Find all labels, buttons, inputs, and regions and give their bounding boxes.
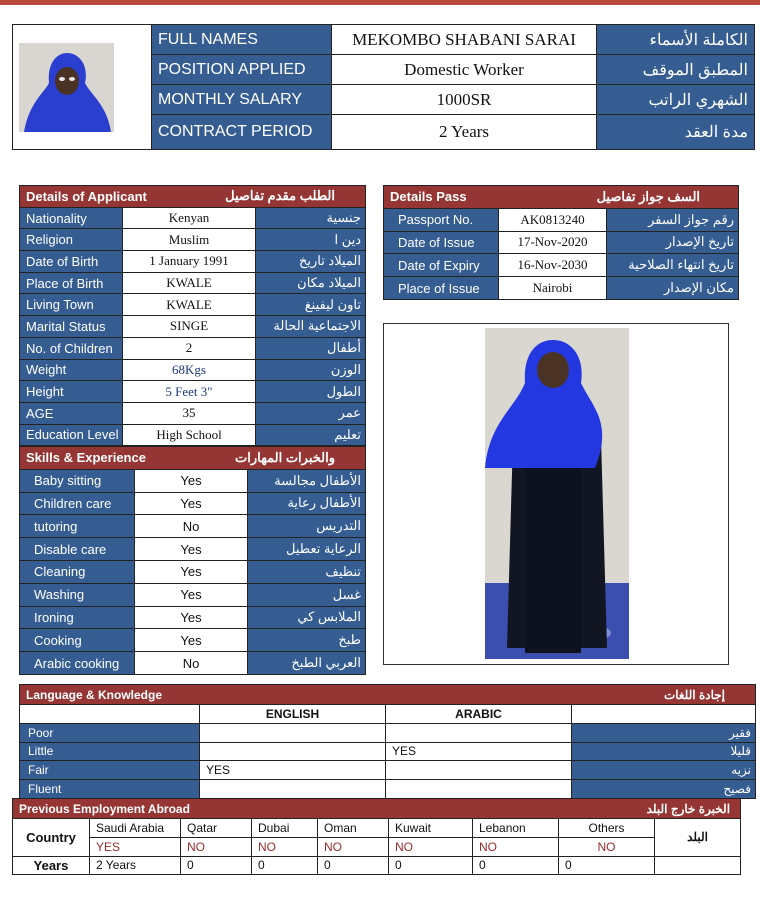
level-arabic: فصيح xyxy=(572,780,756,799)
skill-arabic: تنظيف xyxy=(248,560,366,583)
field-value: 17-Nov-2020 xyxy=(499,231,607,254)
country-name: Saudi Arabia xyxy=(90,819,181,838)
skills-table xyxy=(19,446,366,675)
field-arabic: دين ا xyxy=(256,229,366,251)
worked-flag: NO xyxy=(473,837,559,856)
worked-flag: NO xyxy=(559,837,655,856)
field-arabic: الاجتماعية الحالة xyxy=(256,316,366,338)
field-value: High School xyxy=(123,424,256,446)
skill-arabic: العربي الطبخ xyxy=(248,652,366,675)
field-arabic: عمر xyxy=(256,402,366,424)
header-arabic: الكاملة الأسماء xyxy=(597,25,755,55)
english-level xyxy=(200,742,386,761)
field-label: Date of Expiry xyxy=(384,254,499,277)
section-title: Skills & Experience xyxy=(26,450,146,466)
field-label: No. of Children xyxy=(20,337,123,359)
field-label: AGE xyxy=(20,402,123,424)
field-arabic: مكان الإصدار xyxy=(607,277,739,300)
years-label: Years xyxy=(13,856,90,875)
arabic-level: YES xyxy=(386,742,572,761)
skill-arabic: طبخ xyxy=(248,629,366,652)
header-label: MONTHLY SALARY xyxy=(152,85,332,115)
skill-arabic: الرعاية تعطيل xyxy=(248,538,366,561)
english-level: YES xyxy=(200,761,386,780)
header-label: FULL NAMES xyxy=(152,25,332,55)
country-arabic-label: البلد xyxy=(655,819,741,857)
field-value: 68Kgs xyxy=(123,359,256,381)
worked-flag: NO xyxy=(389,837,473,856)
years-value: 0 xyxy=(318,856,389,875)
years-value: 0 xyxy=(559,856,655,875)
field-label: Education Level xyxy=(20,424,123,446)
field-label: Living Town xyxy=(20,294,123,316)
skill-arabic: التدريس xyxy=(248,515,366,538)
section-title-arabic: السف جواز تفاصيل xyxy=(596,189,701,204)
arabic-level xyxy=(386,780,572,799)
level-label: Fluent xyxy=(20,780,200,799)
skill-value: Yes xyxy=(135,583,248,606)
worked-flag: NO xyxy=(252,837,318,856)
header-table xyxy=(12,24,755,150)
field-arabic: تاون ليفينغ xyxy=(256,294,366,316)
field-label: Passport No. xyxy=(384,208,499,231)
level-arabic: فقير xyxy=(572,723,756,742)
field-label: Date of Birth xyxy=(20,251,123,273)
skill-value: No xyxy=(135,515,248,538)
skill-value: No xyxy=(135,652,248,675)
field-value: 5 Feet 3" xyxy=(123,381,256,403)
field-value: KWALE xyxy=(123,272,256,294)
years-value: 0 xyxy=(473,856,559,875)
arabic-level xyxy=(386,761,572,780)
column-english: ENGLISH xyxy=(200,705,386,724)
skill-value: Yes xyxy=(135,538,248,561)
header-arabic: مدة العقد xyxy=(597,115,755,150)
language-table xyxy=(19,684,756,799)
skill-label: Children care xyxy=(20,492,135,515)
years-value: 0 xyxy=(389,856,473,875)
field-value: SINGE xyxy=(123,316,256,338)
empty-cell xyxy=(20,705,200,724)
skill-value: Yes xyxy=(135,606,248,629)
field-arabic: تعليم xyxy=(256,424,366,446)
field-value: AK0813240 xyxy=(499,208,607,231)
section-header-skills xyxy=(20,447,366,470)
skill-arabic: غسل xyxy=(248,583,366,606)
section-title: Language & Knowledge xyxy=(26,687,163,702)
employment-table xyxy=(12,798,741,875)
applicant-details-table xyxy=(19,185,366,446)
arabic-level xyxy=(386,723,572,742)
country-name: Others xyxy=(559,819,655,838)
field-value: Nairobi xyxy=(499,277,607,300)
field-arabic: رقم جواز السفر xyxy=(607,208,739,231)
skill-value: Yes xyxy=(135,492,248,515)
skill-label: tutoring xyxy=(20,515,135,538)
skill-value: Yes xyxy=(135,629,248,652)
section-title-arabic: إجادة اللغات xyxy=(663,688,726,702)
field-label: Nationality xyxy=(20,207,123,229)
level-label: Poor xyxy=(20,723,200,742)
country-name: Oman xyxy=(318,819,389,838)
section-title: Details Pass xyxy=(390,189,467,205)
country-name: Lebanon xyxy=(473,819,559,838)
field-arabic: الميلاد مكان xyxy=(256,272,366,294)
field-label: Religion xyxy=(20,229,123,251)
level-label: Fair xyxy=(20,761,200,780)
field-arabic: تاريخ الإصدار xyxy=(607,231,739,254)
years-value: 2 Years xyxy=(90,856,181,875)
skill-arabic: الأطفال مجالسة xyxy=(248,469,366,492)
section-header-language xyxy=(20,685,756,705)
worked-flag: YES xyxy=(90,837,181,856)
level-label: Little xyxy=(20,742,200,761)
section-header-applicant xyxy=(20,186,366,208)
years-value: 0 xyxy=(252,856,318,875)
level-arabic: نزيه xyxy=(572,761,756,780)
skill-arabic: الأطفال رعاية xyxy=(248,492,366,515)
empty-cell xyxy=(655,856,741,875)
english-level xyxy=(200,723,386,742)
section-header-pass xyxy=(384,186,739,209)
section-title-arabic: الخبرة خارج البلد xyxy=(646,802,731,816)
country-name: Kuwait xyxy=(389,819,473,838)
field-label: Date of Issue xyxy=(384,231,499,254)
top-accent-line xyxy=(0,0,760,5)
header-arabic: المطبق الموقف xyxy=(597,55,755,85)
field-value: 16-Nov-2030 xyxy=(499,254,607,277)
field-arabic: تاريخ انتهاء الصلاحية xyxy=(607,254,739,277)
field-value: 1 January 1991 xyxy=(123,251,256,273)
header-value: MEKOMBO SHABANI SARAI xyxy=(332,25,597,55)
field-arabic: الطول xyxy=(256,381,366,403)
field-arabic: الميلاد تاريخ xyxy=(256,251,366,273)
header-arabic: الشهري الراتب xyxy=(597,85,755,115)
worked-flag: NO xyxy=(181,837,252,856)
skill-label: Cleaning xyxy=(20,560,135,583)
passport-details-table xyxy=(383,185,739,300)
field-label: Weight xyxy=(20,359,123,381)
skill-value: Yes xyxy=(135,560,248,583)
header-label: CONTRACT PERIOD xyxy=(152,115,332,150)
worked-flag: NO xyxy=(318,837,389,856)
header-label: POSITION APPLIED xyxy=(152,55,332,85)
section-title: Previous Employment Abroad xyxy=(19,801,190,816)
section-title-arabic: الطلب مقدم تفاصيل xyxy=(225,188,335,203)
skill-arabic: الملابس كي xyxy=(248,606,366,629)
column-arabic: ARABIC xyxy=(386,705,572,724)
field-label: Place of Birth xyxy=(20,272,123,294)
section-title: Details of Applicant xyxy=(26,188,147,204)
field-label: Height xyxy=(20,381,123,403)
skill-label: Ironing xyxy=(20,606,135,629)
skill-label: Washing xyxy=(20,583,135,606)
field-arabic: أطفال xyxy=(256,337,366,359)
applicant-headshot-photo xyxy=(19,43,114,132)
skill-label: Baby sitting xyxy=(20,469,135,492)
section-title-arabic: والخبرات المهارات xyxy=(235,450,336,465)
level-arabic: قليلا xyxy=(572,742,756,761)
country-name: Qatar xyxy=(181,819,252,838)
header-value: 1000SR xyxy=(332,85,597,115)
field-value: 35 xyxy=(123,402,256,424)
skill-label: Cooking xyxy=(20,629,135,652)
header-value: Domestic Worker xyxy=(332,55,597,85)
english-level xyxy=(200,780,386,799)
field-arabic: جنسية xyxy=(256,207,366,229)
skill-label: Arabic cooking xyxy=(20,652,135,675)
country-name: Dubai xyxy=(252,819,318,838)
field-value: KWALE xyxy=(123,294,256,316)
field-label: Place of Issue xyxy=(384,277,499,300)
field-value: 2 xyxy=(123,337,256,359)
header-value: 2 Years xyxy=(332,115,597,150)
applicant-full-photo xyxy=(485,328,629,659)
skill-label: Disable care xyxy=(20,538,135,561)
years-value: 0 xyxy=(181,856,252,875)
field-value: Muslim xyxy=(123,229,256,251)
skill-value: Yes xyxy=(135,469,248,492)
section-header-employment xyxy=(13,799,741,819)
field-value: Kenyan xyxy=(123,207,256,229)
empty-cell xyxy=(572,705,756,724)
country-label: Country xyxy=(13,819,90,857)
field-arabic: الوزن xyxy=(256,359,366,381)
field-label: Marital Status xyxy=(20,316,123,338)
